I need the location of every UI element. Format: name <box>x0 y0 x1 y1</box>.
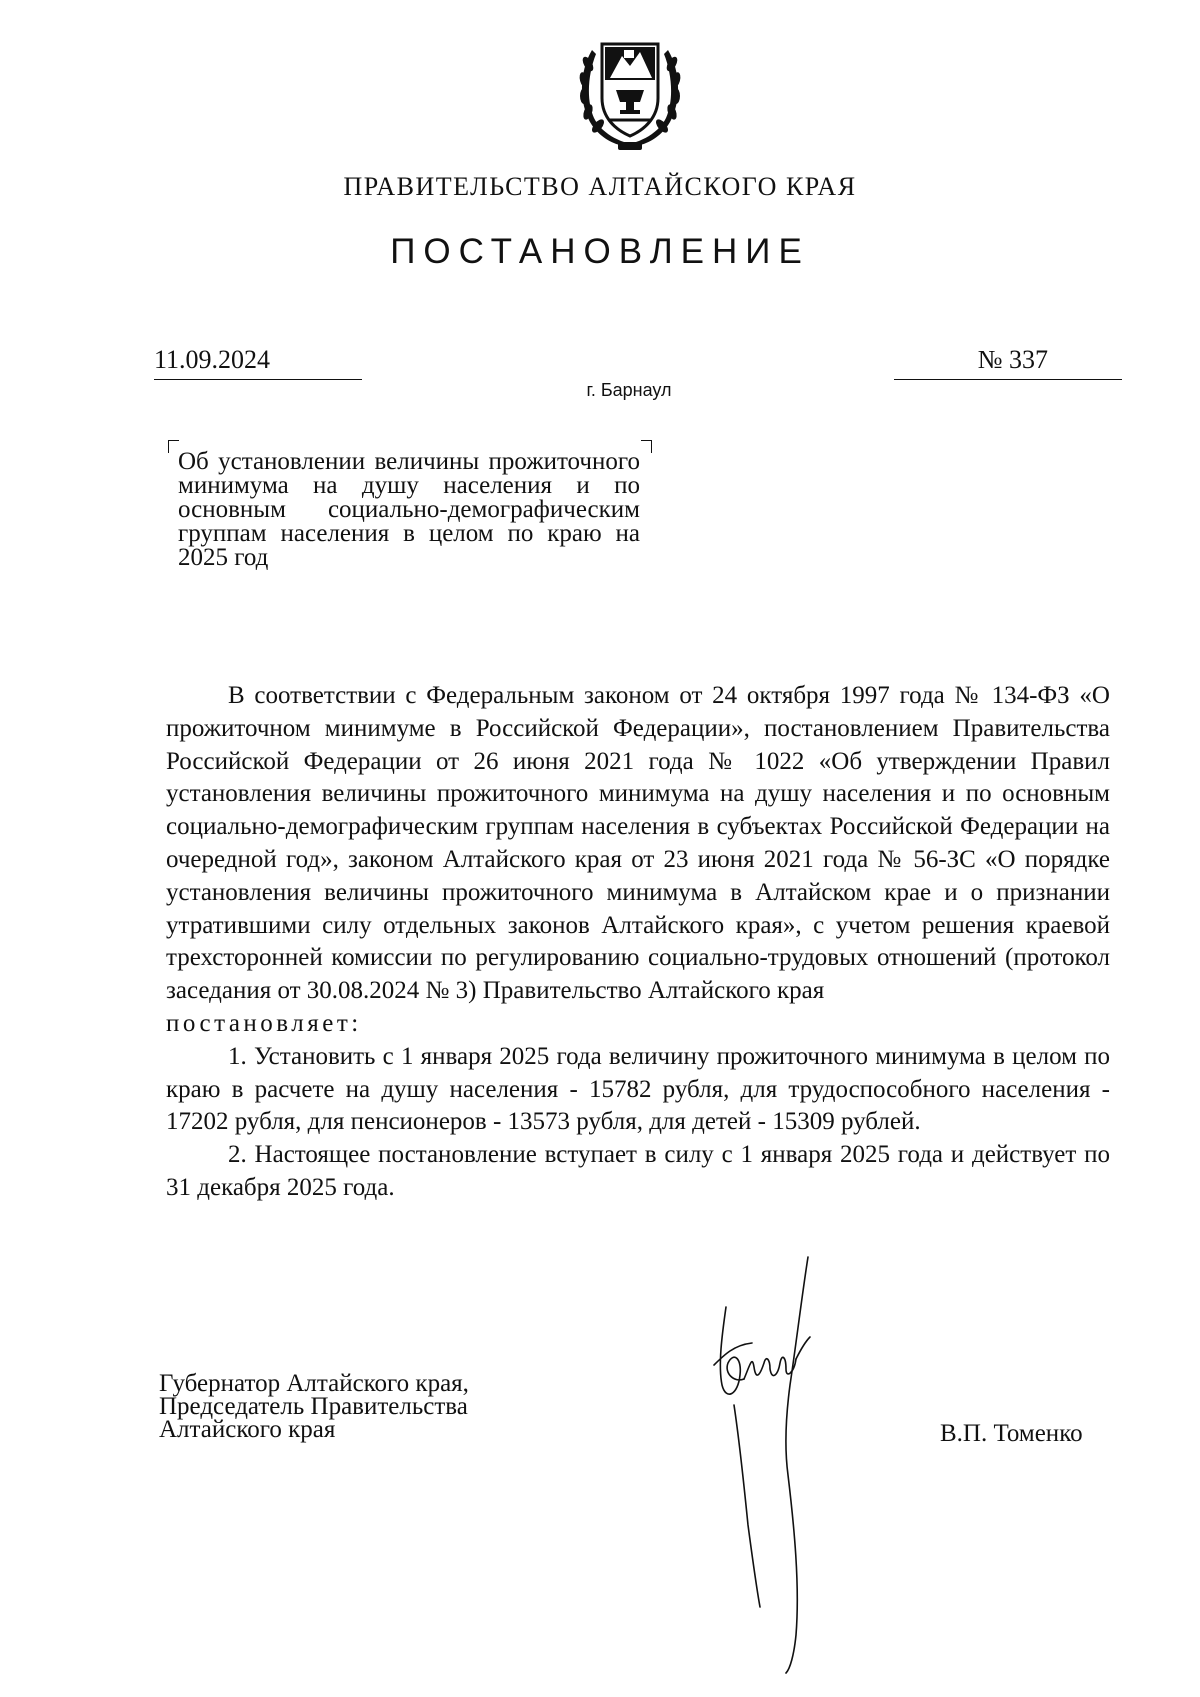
document-date: 11.09.2024 <box>154 345 362 380</box>
signatory-position-line-2: Председатель Правительства <box>159 1393 468 1420</box>
organization-title: ПРАВИТЕЛЬСТВО АЛТАЙСКОГО КРАЯ <box>343 172 857 201</box>
signatory-position-line-3: Алтайского края <box>159 1416 336 1443</box>
preamble-paragraph: В соответствии с Федеральным законом от 24 октября 1997 года № 134-ФЗ «О прожиточном минимуме в Российской Федерации», постановлением Правительства Российской Федерации от 26 июня 2021 года № 1022 «Об утверждении Правил установления величины прожиточного минимума на душу населения и по основным социально-демографическим группам населения в субъектах Российской Федерации на очередной год», законом Алтайского края от 23 июня 2021 года № 56-ЗС «О порядке установления величины прожиточного минимума в Алтайском крае и о признании утратившими силу отдельных законов Алтайского края», с учетом решения краевой трехсторонней комиссии по регулированию социально-трудовых отношений (протокол заседания от 30.08.2024 № 3) Правительство Алтайского края <box>166 682 1110 1005</box>
document-number <box>894 345 1122 380</box>
document-number-value: № 337 <box>977 345 1048 374</box>
document-subject: Об установлении величины прожиточного минимума на душу населения и по основным социально-демографическим группам населения в целом по краю на 2025 год <box>178 448 640 571</box>
subject-bracket-right <box>641 440 652 453</box>
document-body <box>166 680 1110 1205</box>
item-2-paragraph: 2. Настоящее постановление вступает в силу с 1 января 2025 года и действует по 31 декабря 2025 года. <box>166 1141 1110 1201</box>
signatory-position-line-1: Губернатор Алтайского края, <box>159 1370 469 1397</box>
resolves-word: постановляет: <box>166 1009 362 1037</box>
signatory-name: В.П. Томенко <box>940 1420 1083 1447</box>
coat-of-arms-icon <box>574 30 686 154</box>
signatory-position <box>159 1372 469 1441</box>
item-1-paragraph: 1. Установить с 1 января 2025 года величину прожиточного минимума в целом по краю в расчете на душу населения - 15782 рубля, для трудоспособного населения - 17202 рубля, для пенсионеров - 13573 рубля, для детей - 15309 рублей. <box>166 1042 1110 1136</box>
document-type-title: ПОСТАНОВЛЕНИЕ <box>390 232 810 271</box>
document-city: г. Барнаул <box>586 380 672 400</box>
handwritten-signature-icon <box>704 1255 834 1675</box>
